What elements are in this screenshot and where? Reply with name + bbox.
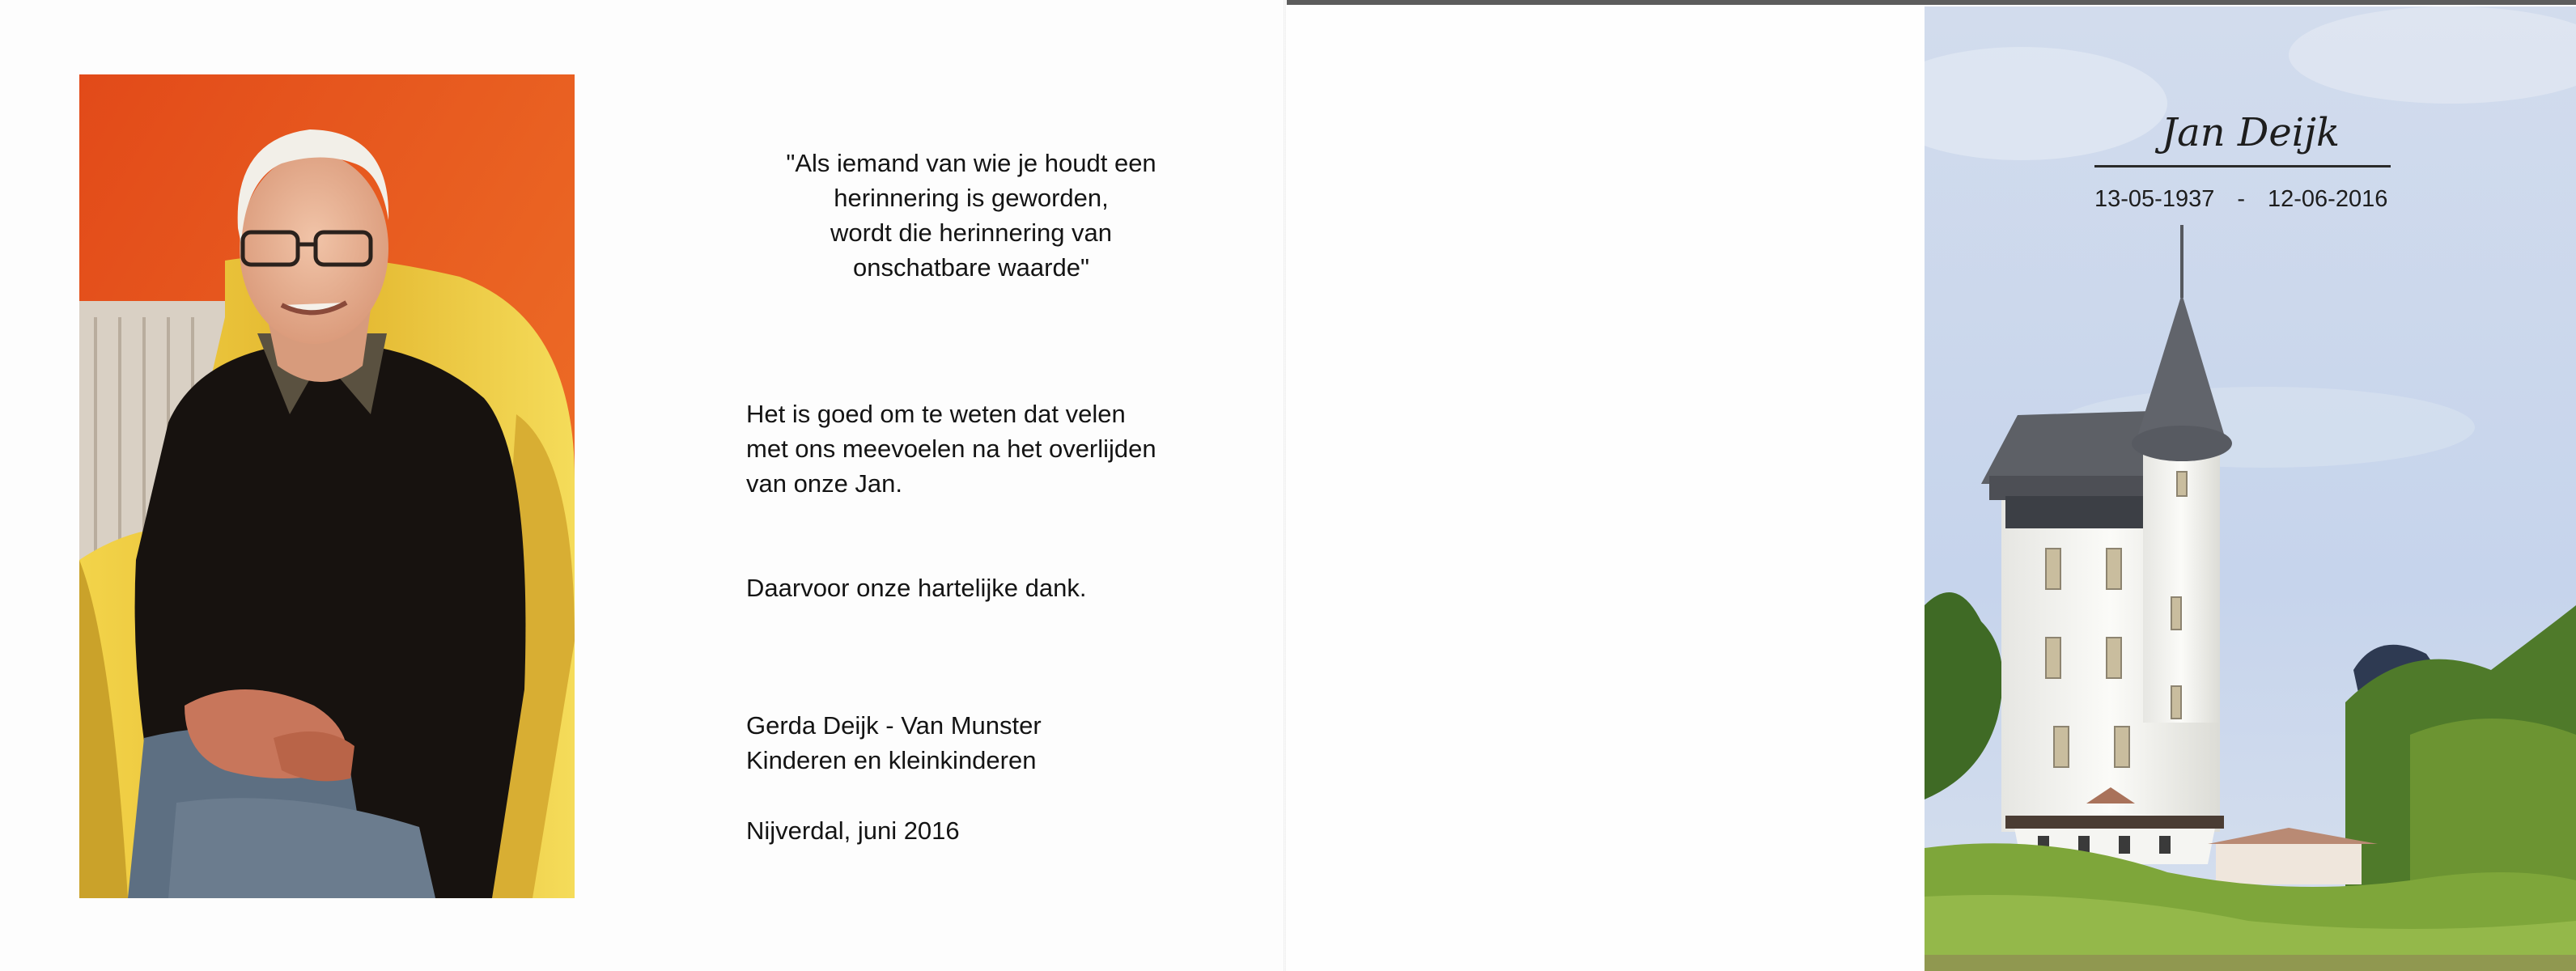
message-line: van onze Jan.	[746, 469, 903, 498]
signature-line: Kinderen en kleinkinderen	[746, 746, 1037, 774]
signature	[746, 708, 1042, 778]
memorial-quote	[745, 146, 1198, 285]
signature-line: Gerda Deijk - Van Munster	[746, 711, 1042, 740]
portrait-photo	[79, 74, 575, 898]
message-line: met ons meevoelen na het overlijden	[746, 435, 1156, 463]
quote-line: onschatbare waarde"	[853, 253, 1089, 282]
place-date	[746, 813, 960, 848]
thanks-line	[746, 570, 1086, 605]
thanks-text: Daarvoor onze hartelijke dank.	[746, 574, 1087, 602]
birth-date: 13-05-1937	[2094, 186, 2215, 212]
place-date-text: Nijverdal, juni 2016	[746, 816, 960, 845]
inner-left-page	[0, 0, 1284, 971]
death-date: 12-06-2016	[2268, 186, 2388, 212]
life-dates	[2094, 186, 2402, 213]
thank-you-message	[746, 396, 1156, 501]
portrait-photo-illustration	[79, 74, 575, 898]
date-separator: -	[2237, 186, 2246, 212]
quote-line: wordt die herinnering van	[830, 218, 1113, 247]
name-underline	[2094, 165, 2391, 167]
message-line: Het is goed om te weten dat velen	[746, 400, 1126, 428]
cover-page	[1925, 6, 2576, 971]
quote-line: "Als iemand van wie je houdt een	[786, 149, 1156, 177]
deceased-name: Jan Deijk	[2161, 110, 2340, 155]
quote-line: herinnering is geworden,	[834, 184, 1109, 212]
